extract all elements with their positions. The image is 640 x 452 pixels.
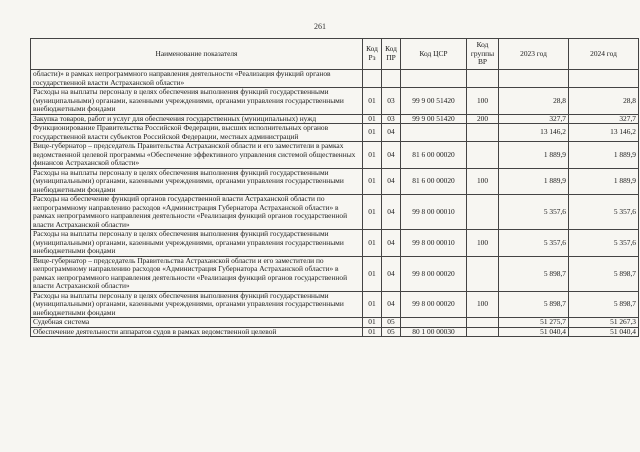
- table-row: [31, 168, 639, 195]
- row-name: Расходы на выплаты персоналу в целях обеспечения выполнения функций государственными (муниципальными) органами, казенными учреждениями, органами управления государственными внебюджетными фондами: [31, 230, 363, 257]
- table-row: [31, 230, 639, 257]
- header-2024: 2024 год: [569, 39, 639, 70]
- row-vr: [467, 256, 499, 291]
- row-csr: 99 9 00 51420: [401, 114, 467, 124]
- row-amount-2023: 327,7: [499, 114, 569, 124]
- row-rz: 01: [363, 230, 382, 257]
- row-name: Расходы на выплаты персоналу в целях обеспечения выполнения функций государственными (муниципальными) органами, казенными учреждениями, органами управления государственными внебюджетными фондами: [31, 291, 363, 318]
- row-pr: 04: [382, 195, 401, 230]
- row-pr: [382, 70, 401, 88]
- row-rz: 01: [363, 124, 382, 142]
- row-amount-2024: 1 889,9: [569, 168, 639, 195]
- row-amount-2024: [569, 70, 639, 88]
- row-pr: 04: [382, 230, 401, 257]
- row-rz: 01: [363, 195, 382, 230]
- row-csr: 99 8 00 00010: [401, 195, 467, 230]
- row-name: Расходы на обеспечение функций органов государственной власти Астраханской области по непрограммному направлению расходов «Администрация Губернатора Астраханской области» в рамках непрограммного направления деятельности «Реализация функций органов государственной власти Астраханской области»: [31, 195, 363, 230]
- row-pr: 04: [382, 291, 401, 318]
- row-amount-2023: 1 889,9: [499, 168, 569, 195]
- row-vr: 100: [467, 230, 499, 257]
- row-amount-2023: 5 898,7: [499, 256, 569, 291]
- row-pr: 04: [382, 142, 401, 169]
- row-amount-2023: 51 040,4: [499, 327, 569, 337]
- page-number: 261: [314, 22, 326, 31]
- row-amount-2024: 28,8: [569, 88, 639, 115]
- row-vr: [467, 70, 499, 88]
- row-amount-2023: 5 357,6: [499, 230, 569, 257]
- row-csr: 99 8 00 00010: [401, 230, 467, 257]
- row-name: Расходы на выплаты персоналу в целях обеспечения выполнения функций государственными (муниципальными) органами, казенными учреждениями, органами управления государственными внебюджетными фондами: [31, 168, 363, 195]
- table-row: [31, 114, 639, 124]
- row-amount-2023: 5 357,6: [499, 195, 569, 230]
- row-csr: 99 9 00 51420: [401, 88, 467, 115]
- row-csr: [401, 124, 467, 142]
- table-row: [31, 327, 639, 337]
- row-name: Вице-губернатор – председатель Правительства Астраханской области и его заместители в рамках ведомственной целевой программы «Обеспечение эффективного управления системой общественных финансов Астраханской области»: [31, 142, 363, 169]
- row-rz: 01: [363, 256, 382, 291]
- row-amount-2024: 5 357,6: [569, 195, 639, 230]
- row-rz: 01: [363, 318, 382, 328]
- table-row: [31, 142, 639, 169]
- row-amount-2024: 5 898,7: [569, 291, 639, 318]
- row-amount-2024: 13 146,2: [569, 124, 639, 142]
- table-row: [31, 88, 639, 115]
- row-pr: 05: [382, 318, 401, 328]
- header-vr: Код группы ВР: [467, 39, 499, 70]
- row-vr: [467, 327, 499, 337]
- table-header-row: [31, 39, 639, 70]
- row-amount-2024: 1 889,9: [569, 142, 639, 169]
- row-pr: 05: [382, 327, 401, 337]
- row-name: Функционирование Правительства Российской Федерации, высших исполнительных органов государственной власти субъектов Российской Федерации, местных администраций: [31, 124, 363, 142]
- row-amount-2023: 1 889,9: [499, 142, 569, 169]
- row-csr: [401, 70, 467, 88]
- row-name: Судебная система: [31, 318, 363, 328]
- row-amount-2024: 5 357,6: [569, 230, 639, 257]
- row-amount-2023: 51 275,7: [499, 318, 569, 328]
- row-pr: 03: [382, 88, 401, 115]
- row-vr: 200: [467, 114, 499, 124]
- row-csr: 81 6 00 00020: [401, 168, 467, 195]
- row-vr: 100: [467, 291, 499, 318]
- row-name: Вице-губернатор – председатель Правительства Астраханской области и его заместители по непрограммному направлению расходов «Администрация Губернатора Астраханской области» в рамках непрограммного направления деятельности «Реализация функций органов государственной власти Астраханской области»: [31, 256, 363, 291]
- row-amount-2023: 5 898,7: [499, 291, 569, 318]
- row-rz: 01: [363, 327, 382, 337]
- row-amount-2024: 51 040,4: [569, 327, 639, 337]
- table-row: [31, 318, 639, 328]
- row-pr: 04: [382, 256, 401, 291]
- header-name: Наименование показателя: [31, 39, 363, 70]
- row-amount-2023: 28,8: [499, 88, 569, 115]
- row-name: Закупка товаров, работ и услуг для обеспечения государственных (муниципальных) нужд: [31, 114, 363, 124]
- table-row: [31, 124, 639, 142]
- row-name: Расходы на выплаты персоналу в целях обеспечения выполнения функций государственными (муниципальными) органами, казенными учреждениями, органами управления государственными внебюджетными фондами: [31, 88, 363, 115]
- row-pr: 04: [382, 124, 401, 142]
- row-amount-2024: 327,7: [569, 114, 639, 124]
- row-pr: 04: [382, 168, 401, 195]
- row-csr: 99 8 00 00020: [401, 291, 467, 318]
- budget-table: [30, 38, 639, 337]
- row-amount-2024: 51 267,3: [569, 318, 639, 328]
- row-name: Обеспечение деятельности аппаратов судов в рамках ведомственной целевой: [31, 327, 363, 337]
- row-vr: [467, 318, 499, 328]
- row-rz: 01: [363, 291, 382, 318]
- row-vr: [467, 142, 499, 169]
- row-rz: 01: [363, 114, 382, 124]
- row-vr: 100: [467, 168, 499, 195]
- row-csr: 99 8 00 00020: [401, 256, 467, 291]
- row-vr: [467, 195, 499, 230]
- row-rz: 01: [363, 168, 382, 195]
- row-vr: [467, 124, 499, 142]
- header-pr: Код ПР: [382, 39, 401, 70]
- table-row: [31, 70, 639, 88]
- header-rz: Код Рз: [363, 39, 382, 70]
- row-amount-2023: [499, 70, 569, 88]
- row-name: области)» в рамках непрограммного направления деятельности «Реализация функций органов государственной власти Астраханской области»: [31, 70, 363, 88]
- table-row: [31, 195, 639, 230]
- row-rz: [363, 70, 382, 88]
- row-vr: 100: [467, 88, 499, 115]
- row-rz: 01: [363, 88, 382, 115]
- header-2023: 2023 год: [499, 39, 569, 70]
- table-row: [31, 256, 639, 291]
- row-csr: 81 6 00 00020: [401, 142, 467, 169]
- row-pr: 03: [382, 114, 401, 124]
- row-csr: 80 1 00 00030: [401, 327, 467, 337]
- row-amount-2024: 5 898,7: [569, 256, 639, 291]
- table-row: [31, 291, 639, 318]
- row-csr: [401, 318, 467, 328]
- header-csr: Код ЦСР: [401, 39, 467, 70]
- row-amount-2023: 13 146,2: [499, 124, 569, 142]
- row-rz: 01: [363, 142, 382, 169]
